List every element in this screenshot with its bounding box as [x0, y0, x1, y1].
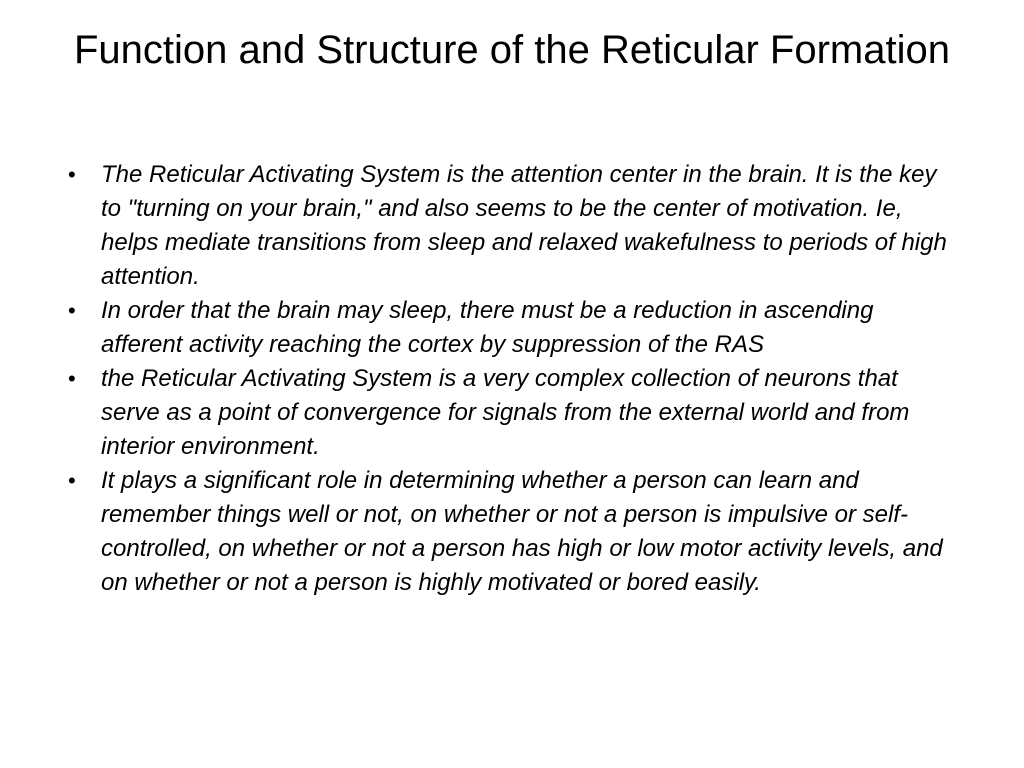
bullet-marker: •: [68, 366, 76, 391]
bullet-text: It plays a significant role in determining whether a person can learn and remember things well or not, on whether or not a person is impulsive or self-controlled, on whether or not a person has high or low motor activity levels, and on whether or not a person is highly motivated or bored easily.: [101, 467, 943, 596]
bullet-text: In order that the brain may sleep, there must be a reduction in ascending afferent activity reaching the cortex by suppression of the RAS: [101, 297, 874, 358]
bullet-item: [68, 158, 958, 294]
bullet-marker: •: [68, 162, 76, 187]
slide-title: Function and Structure of the Reticular Formation: [74, 28, 950, 72]
bullet-text: The Reticular Activating System is the attention center in the brain. It is the key to "turning on your brain," and also seems to be the center of motivation. Ie, helps mediate transitions from sleep and relaxed wakefulness to periods of high attention.: [101, 161, 947, 290]
bullet-item: [68, 362, 958, 464]
bullet-list: [68, 158, 958, 600]
bullet-item: [68, 294, 958, 362]
bullet-text: the Reticular Activating System is a very complex collection of neurons that serve as a point of convergence for signals from the external world and from interior environment.: [101, 365, 910, 460]
bullet-marker: •: [68, 298, 76, 323]
bullet-marker: •: [68, 468, 76, 493]
bullet-item: [68, 464, 958, 600]
